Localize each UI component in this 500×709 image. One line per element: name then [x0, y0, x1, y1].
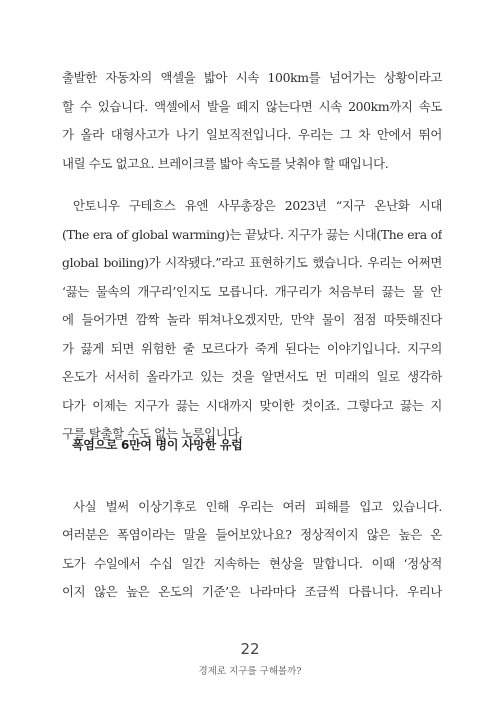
body-line: 가 올라 대형사고가 나기 일보직전입니다. 우리는 그 차 안에서 뛰어	[62, 127, 442, 142]
body-line: 안토니우 구테흐스 유엔 사무총장은 2023년 “지구 온난화 시대	[73, 198, 442, 213]
body-line: 구를 탈출할 수도 없는 노릇입니다.	[62, 426, 243, 441]
body-line: 할 수 있습니다. 액셀에서 발을 떼지 않는다면 시속 200km까지 속도	[62, 99, 442, 114]
body-line: (The era of global warming)는 끝났다. 지구가 끓는 시대(The era of	[62, 227, 442, 242]
body-line: 여러분은 폭염이라는 말을 들어보았나요? 정상적이지 않은 높은 온	[62, 527, 442, 542]
body-line: 가 끓게 되면 위험한 줄 모르다가 죽게 된다는 이야기입니다. 지구의	[62, 341, 442, 356]
page-number: 22	[240, 640, 260, 658]
body-line: 내릴 수도 없고요. 브레이크를 밟아 속도를 낮춰야 할 때입니다.	[62, 156, 389, 171]
body-line: 에 들어가면 깜짝 놀라 뛰쳐나오겠지만, 만약 물이 점점 따뜻해진다	[62, 312, 442, 327]
section-heading: 폭염으로 6만여 명이 사망한 유럽	[72, 438, 243, 452]
body-line: 사실 벌써 이상기후로 인해 우리는 여러 피해를 입고 있습니다.	[73, 499, 442, 514]
body-line: 다가 이제는 지구가 끓는 시대까지 맞이한 것이죠. 그렇다고 끓는 지	[62, 398, 442, 413]
body-line: 이지 않은 높은 온도의 기준’은 나라마다 조금씩 다릅니다. 우리나	[62, 584, 442, 599]
body-line: 출발한 자동차의 액셀을 밟아 시속 100km를 넘어가는 상황이라고	[62, 70, 442, 85]
running-title: 경제로 지구를 구해볼까?	[198, 666, 302, 677]
body-line: ‘끓는 물속의 개구리’인지도 모릅니다. 개구리가 처음부터 끓는 물 안	[62, 284, 442, 299]
body-line: 온도가 서서히 올라가고 있는 것을 알면서도 먼 미래의 일로 생각하	[62, 369, 442, 384]
body-line: 도가 수일에서 수십 일간 지속하는 현상을 말합니다. 이때 ‘정상적	[62, 556, 442, 571]
body-line: global boiling)가 시작됐다.”라고 표현하기도 했습니다. 우리는 어쩌면	[62, 255, 442, 270]
